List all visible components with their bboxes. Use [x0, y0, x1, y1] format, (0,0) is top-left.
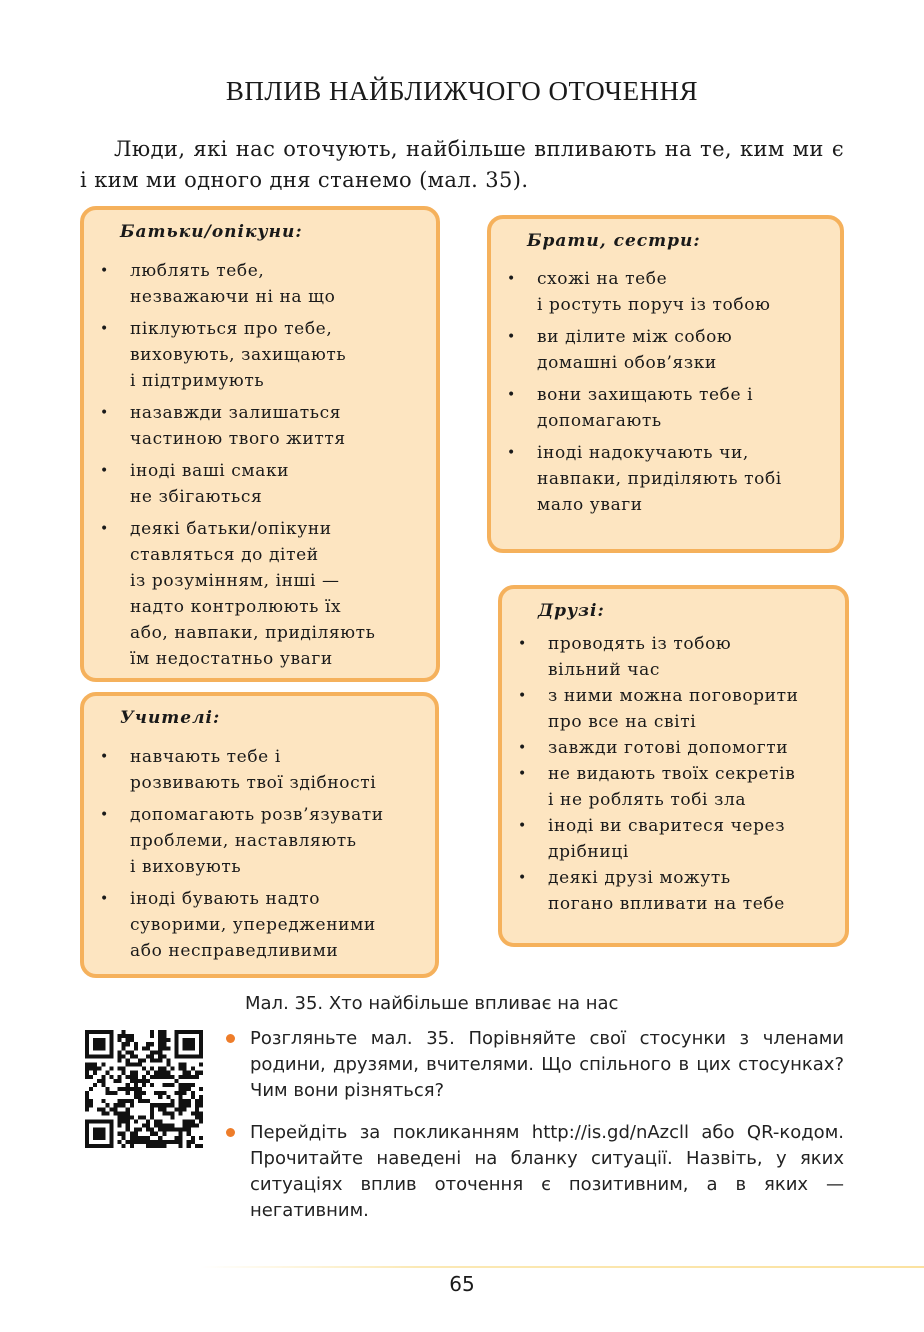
box-friends	[498, 585, 849, 947]
list-item	[518, 735, 848, 761]
box-parents	[80, 206, 440, 682]
list-item-line: • навчають тебе і	[130, 747, 281, 767]
list-item-line: • люблять тебе,	[130, 261, 265, 281]
list-item-line: • завжди готові допомогти	[548, 738, 789, 758]
list-item	[100, 400, 430, 452]
list-item	[100, 886, 430, 964]
task-link	[250, 1120, 844, 1224]
page-title: ВПЛИВ НАЙБЛИЖЧОГО ОТОЧЕННЯ	[225, 76, 699, 106]
list-item-line: • деякі друзі можуть	[548, 868, 731, 888]
list-item	[100, 316, 430, 394]
list-item-line: і підтримують	[130, 371, 265, 391]
figure-caption: Мал. 35. Хто найбільше впливає на нас	[245, 993, 619, 1014]
list-item-line: • іноді ваші смаки	[130, 461, 290, 481]
list-item-line: дрібниці	[548, 842, 629, 862]
list-item-line: • вони захищають тебе і	[537, 385, 754, 405]
list-item	[518, 631, 848, 683]
box-parents-title: Батьки/опікуни:	[120, 222, 303, 242]
list-item	[507, 266, 837, 318]
list-item-line: суворими, упередженими	[130, 915, 376, 935]
list-item-line: і ростуть поруч із тобою	[537, 295, 771, 315]
list-item-line: допомагають	[537, 411, 662, 431]
list-item-line: • не видають твоїх секретів	[548, 764, 796, 784]
list-item-line: • проводять із тобою	[548, 634, 732, 654]
list-item-line: і виховують	[130, 857, 242, 877]
list-item-line: із розумінням, інші —	[130, 571, 340, 591]
list-item-line: їм недостатньо уваги	[130, 649, 333, 669]
list-item-line: не збігаються	[130, 487, 263, 507]
list-item-line: і не роблять тобі зла	[548, 790, 747, 810]
list-item-line: • іноді бувають надто	[130, 889, 321, 909]
list-item-line: проблеми, наставляють	[130, 831, 357, 851]
list-item-line: • іноді надокучають чи,	[537, 443, 749, 463]
bullet-icon	[226, 1128, 235, 1137]
list-item-line: • назавжди залишаться	[130, 403, 342, 423]
box-friends-list	[518, 631, 848, 917]
list-item-line: • іноді ви сваритеся через	[548, 816, 786, 836]
box-siblings-title: Брати, сестри:	[527, 231, 701, 251]
list-item-line: частиною твого життя	[130, 429, 346, 449]
list-item	[518, 865, 848, 917]
bullet-icon	[226, 1034, 235, 1043]
box-teachers-title: Учителі:	[120, 708, 221, 728]
list-item-line: або, навпаки, приділяють	[130, 623, 376, 643]
footer-divider	[200, 1266, 924, 1268]
box-siblings	[487, 215, 844, 553]
list-item-line: погано впливати на тебе	[548, 894, 785, 914]
list-item-line: • ви ділите між собою	[537, 327, 733, 347]
list-item-line: • піклуються про тебе,	[130, 319, 333, 339]
list-item-line: про все на світі	[548, 712, 697, 732]
list-item-line: незважаючи ні на що	[130, 287, 336, 307]
list-item-line: або несправедливими	[130, 941, 339, 961]
list-item	[507, 324, 837, 376]
list-item	[100, 516, 430, 672]
list-item-line: навпаки, приділяють тобі	[537, 469, 782, 489]
list-item	[507, 440, 837, 518]
list-item	[518, 683, 848, 735]
list-item	[100, 744, 430, 796]
list-item	[518, 813, 848, 865]
list-item	[507, 382, 837, 434]
list-item-line: надто контролюють їх	[130, 597, 342, 617]
page-number: 65	[449, 1272, 475, 1296]
list-item-line: вільний час	[548, 660, 660, 680]
task-compare-text: Розгляньте мал. 35. Порівняйте свої стосунки з членами родини, друзями, вчителями. Що спільного в цих стосунках? Чим вони різняться?	[250, 1028, 844, 1101]
list-item	[100, 802, 430, 880]
box-friends-title: Друзі:	[538, 601, 605, 621]
list-item-line: домашні обов’язки	[537, 353, 717, 373]
qr-code-icon[interactable]	[85, 1030, 203, 1148]
list-item-line: ставляться до дітей	[130, 545, 319, 565]
list-item	[100, 458, 430, 510]
intro-paragraph: Люди, які нас оточують, найбільше впливають на те, ким ми є і ким ми одного дня станемо (мал. 35).	[80, 137, 844, 192]
task-compare	[250, 1026, 844, 1104]
box-teachers	[80, 692, 439, 978]
list-item-line: виховують, захищають	[130, 345, 347, 365]
list-item-line: розвивають твої здібності	[130, 773, 377, 793]
list-item	[518, 761, 848, 813]
box-teachers-list	[100, 744, 430, 964]
list-item-line: • з ними можна поговорити	[548, 686, 799, 706]
box-siblings-list	[507, 266, 837, 518]
list-item-line: • деякі батьки/опікуни	[130, 519, 332, 539]
list-item	[100, 258, 430, 310]
task-link-text: Перейдіть за покликанням http://is.gd/nAzcll або QR-кодом. Прочитайте наведені на бланку ситуації. Назвіть, у яких ситуаціях вплив оточення є позитивним, а в яких — негативним.	[250, 1122, 844, 1221]
list-item-line: • схожі на тебе	[537, 269, 668, 289]
list-item-line: мало уваги	[537, 495, 643, 515]
list-item-line: • допомагають розв’язувати	[130, 805, 384, 825]
box-parents-list	[100, 258, 430, 672]
